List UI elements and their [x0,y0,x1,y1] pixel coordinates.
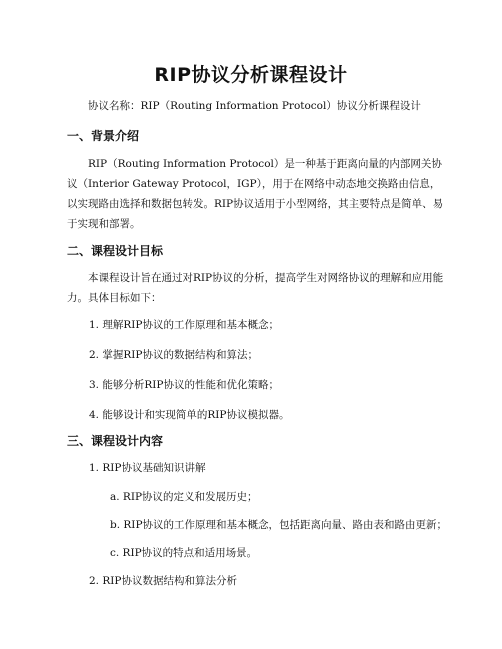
document-title: RIP协议分析课程设计 [154,64,348,86]
content-subitem: c. RIP协议的特点和适用场景。 [110,547,258,559]
content-subitem: b. RIP协议的工作原理和基本概念，包括距离向量、路由表和路由更新； [110,519,448,531]
goal-item: 4. 能够设计和实现简单的RIP协议模拟器。 [89,409,290,421]
background-paragraph: RIP（Routing Information Protocol）是一种基于距离向量的内部网关协议（Interior Gateway Protocol，IGP），用于在网络中动态地交换路由信息，以实现路由选择和数据包转发。RIP协议适用于小型网络，其主要特点是简单、易于实现和部署。 [67,158,444,230]
goals-paragraph: 本课程设计旨在通过对RIP协议的分析，提高学生对网络协议的理解和应用能力。具体目标如下： [67,272,444,304]
section-heading-goals: 二、课程设计目标 [67,244,164,258]
content-item: 1. RIP协议基础知识讲解 [89,462,206,474]
goal-item: 1. 理解RIP协议的工作原理和基本概念； [89,319,279,331]
goal-item: 3. 能够分析RIP协议的性能和优化策略； [89,379,279,391]
section-heading-content: 三、课程设计内容 [67,434,164,448]
content-subitem: a. RIP协议的定义和发展历史； [110,491,258,503]
content-item: 2. RIP协议数据结构和算法分析 [89,575,237,587]
section-heading-background: 一、背景介绍 [67,129,140,143]
protocol-name-line: 协议名称：RIP（Routing Information Protocol）协议分析课程设计 [88,100,421,112]
goal-item: 2. 掌握RIP协议的数据结构和算法； [89,349,258,361]
